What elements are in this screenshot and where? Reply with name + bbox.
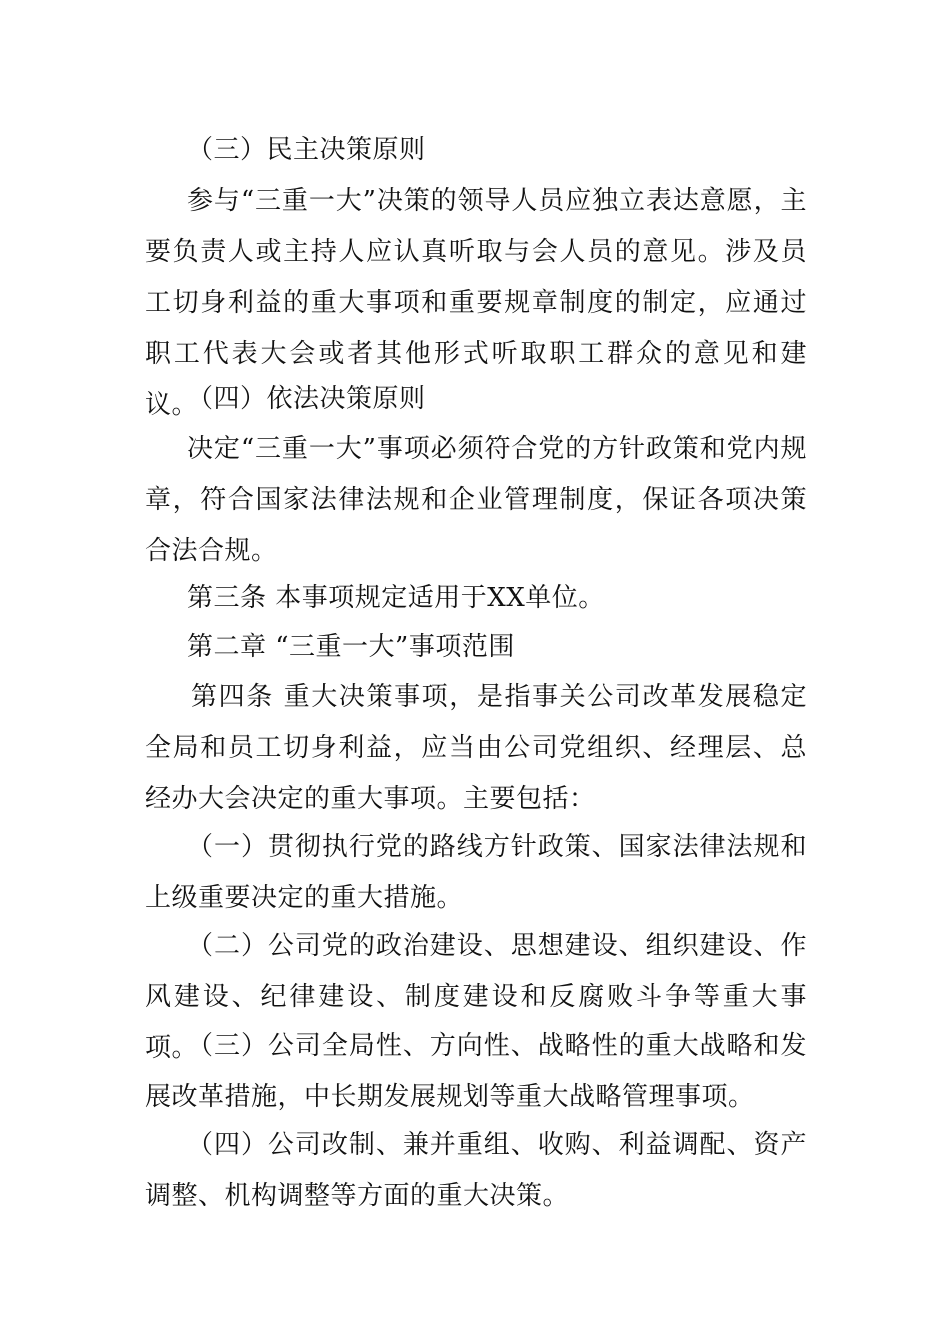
subheading-lawful-principle: （四）依法决策原则 <box>187 384 426 414</box>
list-item-3: （三）公司全局性、方向性、战略性的重大战略和发展改革措施，中长期发展规划等重大战略管理事项。 <box>145 1031 807 1112</box>
article-three: 第三条 本事项规定适用于XX单位。 <box>187 583 605 613</box>
subheading-democratic-principle: （三）民主决策原则 <box>187 135 426 165</box>
paragraph-democratic-decision: 参与“三重一大”决策的领导人员应独立表达意愿，主要负责人或主持人应认真听取与会人员的意见。涉及员工切身利益的重大事项和重要规章制度的制定，应通过职工代表大会或者其他形式听取职工群众的意见和建议。 <box>145 186 807 420</box>
paragraph-lawful-decision: 决定“三重一大”事项必须符合党的方针政策和党内规章，符合国家法律法规和企业管理制度，保证各项决策合法合规。 <box>145 434 807 566</box>
list-item-2: （二）公司党的政治建设、思想建设、组织建设、作风建设、纪律建设、制度建设和反腐败斗争等重大事项。 <box>145 931 807 1063</box>
list-item-1: （一）贯彻执行党的路线方针政策、国家法律法规和上级重要决定的重大措施。 <box>145 832 807 913</box>
list-item-4: （四）公司改制、兼并重组、收购、利益调配、资产调整、机构调整等方面的重大决策。 <box>145 1130 807 1211</box>
chapter-two-heading: 第二章 “三重一大”事项范围 <box>187 632 515 662</box>
article-four: 第四条 重大决策事项，是指事关公司改革发展稳定全局和员工切身利益，应当由公司党组织、经理层、总经办大会决定的重大事项。主要包括： <box>145 682 807 814</box>
